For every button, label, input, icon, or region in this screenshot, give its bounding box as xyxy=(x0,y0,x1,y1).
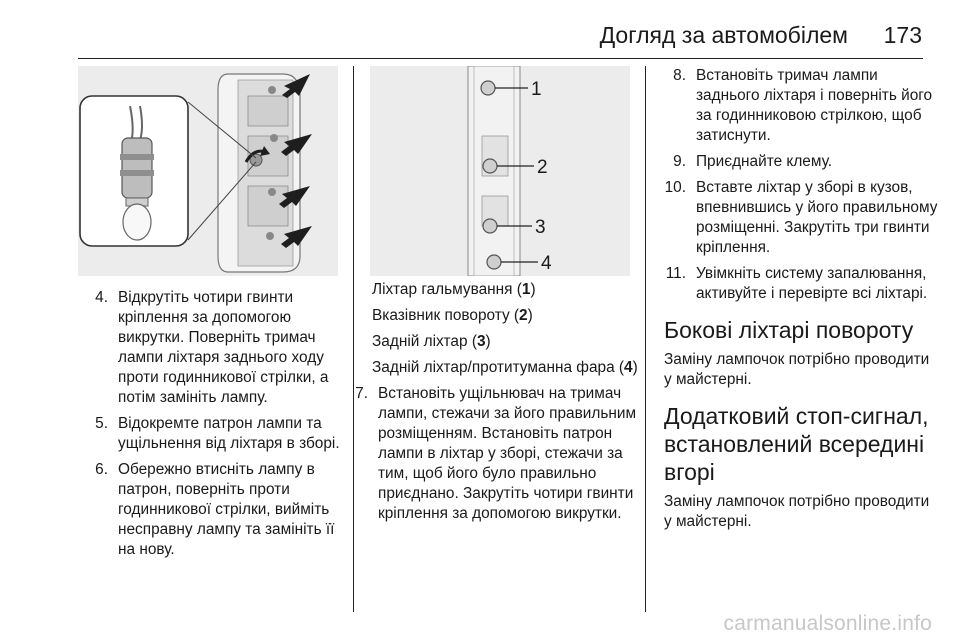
step-text: Встановіть ущільнювач на тримач лампи, стежачи за його правильним розміщенням. Встановіть патрон лампи в ліхтар у зборі, стежачи за тим, щоб його було правильно приєднано. Закрутіть чотири гвинти кріплення за допомогою викрутки. xyxy=(378,385,637,522)
socket-4-icon xyxy=(487,255,501,269)
step-number: 7. xyxy=(355,385,368,402)
steps-list-2 xyxy=(344,384,638,524)
page-number: 173 xyxy=(883,22,922,48)
figure-legend xyxy=(372,280,638,378)
step-text: Відокремте патрон лампи та ущільнення від ліхтаря в зборі. xyxy=(118,415,340,452)
step-9 xyxy=(664,152,939,172)
callout-1: 1 xyxy=(531,79,542,100)
step-5 xyxy=(84,414,346,454)
socket-1-icon xyxy=(481,81,495,95)
step-text: Вставте ліхтар у зборі в кузов, впевнившись у його правильному розміщенні. Закрутіть три гвинти кріплення. xyxy=(696,179,938,256)
column-1 xyxy=(84,288,346,566)
step-number: 8. xyxy=(673,67,686,84)
lamp-screws-illustration xyxy=(78,66,338,276)
step-number: 4. xyxy=(95,289,108,306)
step-number: 10. xyxy=(664,179,686,196)
step-number: 6. xyxy=(95,461,108,478)
socket-3-icon xyxy=(483,219,497,233)
step-8 xyxy=(664,66,939,146)
step-text: Увімкніть систему запалювання, активуйте і перевірте всі ліхтарі. xyxy=(696,265,928,302)
step-11 xyxy=(664,264,939,304)
legend-item-3: Задній ліхтар (3) xyxy=(372,333,491,350)
column-3 xyxy=(664,66,939,538)
section-heading-side-indicators: Бокові ліхтарі повороту xyxy=(664,317,914,343)
section-heading-high-brake-light: Додатковий стоп-сигнал, встановлений всередині вгорі xyxy=(664,403,929,485)
section-body-high-brake-light: Заміну лампочок потрібно проводити у майстерні. xyxy=(664,493,930,530)
legend-item-4: Задній ліхтар/протитуманна фара (4) xyxy=(372,359,638,376)
step-7 xyxy=(344,384,638,524)
legend-item-1: Ліхтар гальмування (1) xyxy=(372,281,536,298)
step-text: Приєднайте клему. xyxy=(696,153,833,170)
step-text: Встановіть тримач лампи заднього ліхтаря і поверніть його за годинниковою стрілкою, щоб затиснути. xyxy=(696,67,933,144)
section-body-side-indicators: Заміну лампочок потрібно проводити у майстерні. xyxy=(664,351,930,388)
header-title: Догляд за автомобілем xyxy=(599,22,848,48)
socket-2-icon xyxy=(483,159,497,173)
column-2 xyxy=(355,280,638,530)
step-number: 9. xyxy=(673,153,686,170)
callout-2: 2 xyxy=(537,157,548,178)
column-divider-2 xyxy=(645,66,646,612)
step-text: Обережно втисніть лампу в патрон, поверніть проти годинникової стрілки, вийміть несправну лампу та замініть її на нову. xyxy=(118,461,335,558)
steps-list-1 xyxy=(84,288,346,560)
page-header xyxy=(0,0,960,60)
step-number: 11. xyxy=(665,265,686,282)
watermark: carmanualsonline.info xyxy=(723,612,932,635)
step-number: 5. xyxy=(95,415,108,432)
legend-item-2: Вказівник повороту (2) xyxy=(372,307,533,324)
callout-4: 4 xyxy=(541,253,552,274)
header-rule xyxy=(78,58,923,59)
column-divider-1 xyxy=(353,66,354,612)
step-10 xyxy=(664,178,939,258)
step-4 xyxy=(84,288,346,408)
step-6 xyxy=(84,460,346,560)
figure-lamp-screws xyxy=(78,66,338,276)
steps-list-3 xyxy=(664,66,939,304)
step-text: Відкрутіть чотири гвинти кріплення за допомогою викрутки. Поверніть тримач лампи ліхтаря заднього ходу проти годинникової стрілки, а потім замініть лампу. xyxy=(118,289,329,406)
callout-3: 3 xyxy=(535,217,546,238)
figure-lamp-holder xyxy=(370,66,630,276)
